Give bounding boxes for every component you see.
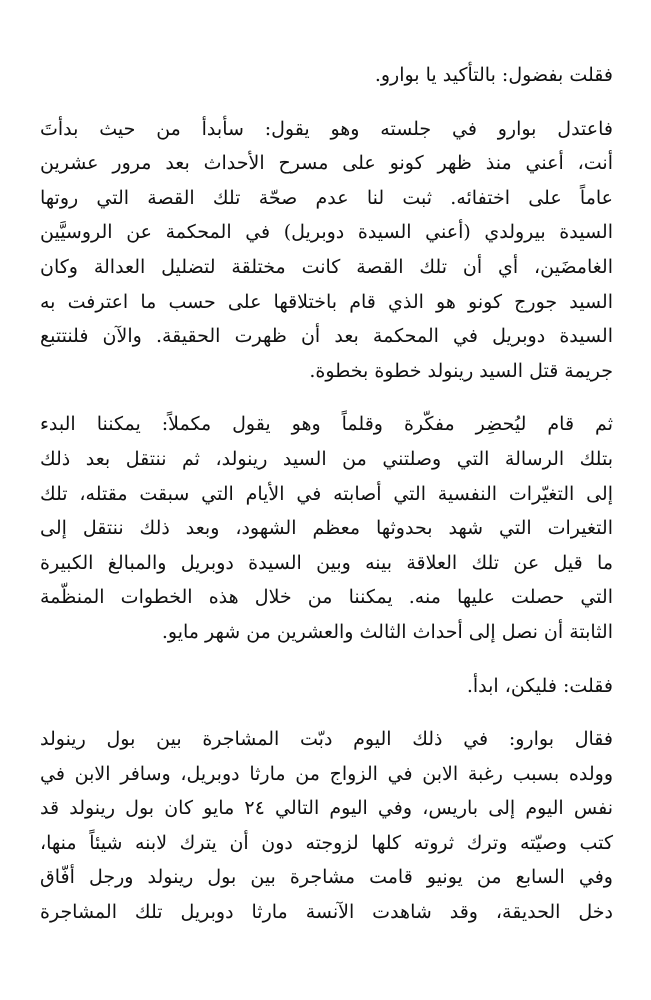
paragraph-4 — [40, 669, 613, 704]
text-line: إلى التغيّرات النفسية التي أصابته في الأيام التي سبقت مقتله، تلك — [40, 482, 613, 505]
text-line: فقلت بفضول: بالتأكيد يا بوارو. — [374, 64, 613, 86]
text-line: التغيرات التي شهد بحدوثها معظم الشهود، وبعد ذلك ننتقل إلى — [40, 517, 613, 540]
text-line: عاماً على اختفائه. ثبت لنا عدم صحّة تلك القصة التي روتها — [40, 186, 613, 209]
text-line: دخل الحديقة، وقد شاهدت الآنسة مارثا دوبريل تلك المشاجرة — [40, 901, 613, 924]
paragraph-1 — [40, 58, 613, 93]
text-line: وولده بسبب رغبة الابن في الزواج من مارثا دوبريل، وسافر الابن في — [40, 762, 613, 785]
text-line: جريمة قتل السيد رينولد خطوة بخطوة. — [309, 359, 613, 382]
text-line: ما قيل عن تلك العلاقة بينه وبين السيدة دوبريل والمبالغ الكبيرة — [40, 551, 613, 574]
text-line: فقال بوارو: في ذلك اليوم دبّت المشاجرة بين بول رينولد — [40, 728, 613, 751]
text-line: التي حصلت عليها منه. يمكننا من خلال هذه الخطوات المنظّمة — [40, 586, 613, 609]
paragraph-3 — [40, 407, 613, 649]
text-line: السيدة دوبريل في المحكمة بعد أن ظهرت الحقيقة. والآن فلنتتبع — [40, 325, 613, 348]
text-line: فقلت: فليكن، ابدأ. — [466, 674, 613, 697]
text-line: أنت، أعني منذ ظهر كونو على مسرح الأحداث بعد مرور عشرين — [40, 152, 613, 175]
text-line: السيدة بيرولدي (أعني السيدة دوبريل) في المحكمة عن الروسيَّين — [40, 221, 613, 244]
text-line: الغامضَين، أي أن تلك القصة كانت مختلقة لتضليل العدالة وكان — [40, 255, 613, 278]
text-line: السيد جورج كونو هو الذي قام باختلاقها على حسب ما اعترفت به — [40, 290, 613, 313]
text-line: بتلك الرسالة التي وصلتني من السيد رينولد، ثم ننتقل بعد ذلك — [40, 447, 613, 470]
paragraph-2 — [40, 112, 613, 389]
text-line: نفس اليوم إلى باريس، وفي اليوم التالي ٢٤ مايو كان بول رينولد قد — [40, 797, 613, 820]
text-line: الثابتة أن نصل إلى أحداث الثالث والعشرين من شهر مايو. — [161, 620, 613, 643]
text-line: كتب وصيّته وترك ثروته كلها لزوجته دون أن يترك لابنه شيئاً منها، — [40, 831, 613, 854]
text-line: ثم قام ليُحضِر مفكّرة وقلماً وهو يقول مكملاً: يمكننا البدء — [40, 413, 613, 436]
paragraph-5 — [40, 722, 613, 930]
text-line: فاعتدل بوارو في جلسته وهو يقول: سأبدأ من حيث بدأتَ — [40, 117, 613, 140]
text-line: وفي السابع من يونيو قامت مشاجرة بين بول رينولد ورجل أفّاق — [40, 866, 613, 889]
